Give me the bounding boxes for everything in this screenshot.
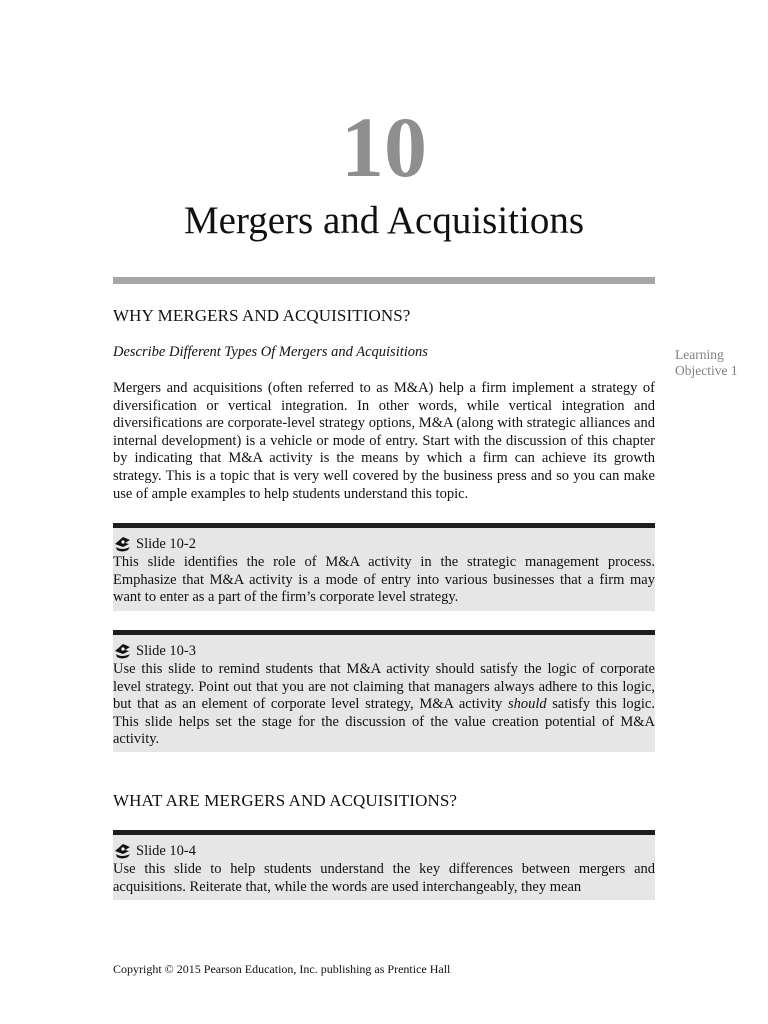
copyright-footer: Copyright © 2015 Pearson Education, Inc. publishing as Prentice Hall bbox=[113, 962, 451, 976]
title-divider bbox=[113, 277, 655, 284]
presentation-hand-icon bbox=[113, 642, 133, 660]
slide-note-text: This slide identifies the role of M&A activity in the strategic management process. Emphasize that M&A activity is a mode of entry into various businesses that a firm may want to enter as a part of the firm’s corporate level strategy. bbox=[113, 554, 655, 606]
slide-note-text: Use this slide to help students understand the key differences between mergers and acquisitions. Reiterate that, while the words are used interchangeably, they mean bbox=[113, 861, 655, 895]
slide-label: Slide 10-2 bbox=[136, 535, 197, 552]
slide-note-text bbox=[113, 661, 655, 749]
slide-note-header bbox=[113, 841, 655, 861]
section-heading-why: WHY MERGERS AND ACQUISITIONS? bbox=[113, 306, 411, 325]
slide-note-header bbox=[113, 534, 655, 554]
slide-note-text-part: Use this slide to remind students that M&A activity should satisfy the logic of corporate level strategy. Point out that you are not claiming that managers always adhere to this logic, but that as an element of corporate level strategy, M&A activity bbox=[113, 661, 655, 713]
section-heading-what: WHAT ARE MERGERS AND ACQUISITIONS? bbox=[113, 791, 458, 810]
learning-objective-margin-note: Learning Objective 1 bbox=[675, 347, 738, 378]
chapter-title: Mergers and Acquisitions bbox=[183, 199, 585, 242]
slide-note-box bbox=[113, 630, 655, 752]
slide-note-box bbox=[113, 830, 655, 900]
slide-note-emphasis: should bbox=[507, 696, 547, 713]
presentation-hand-icon bbox=[113, 842, 133, 860]
chapter-number: 10 bbox=[341, 99, 427, 195]
slide-label: Slide 10-4 bbox=[136, 842, 197, 859]
slide-note-box bbox=[113, 523, 655, 611]
presentation-hand-icon bbox=[113, 535, 133, 553]
slide-note-header bbox=[113, 641, 655, 661]
intro-paragraph: Mergers and acquisitions (often referred to as M&A) help a firm implement a strategy of diversification or vertical integration. In other words, while vertical integration and diversifications are corporate-level strategy options, M&A (along with strategic alliances and internal development) is a vehicle or mode of entry. Start with the discussion of this chapter by indicating that M&A activity is the means by which a firm can achieve its growth strategy. This is a topic that is very well covered by the business press and so you can make use of ample examples to help students understand this topic. bbox=[113, 380, 655, 502]
slide-label: Slide 10-3 bbox=[136, 642, 197, 659]
learning-objective-text: Describe Different Types Of Mergers and Acquisitions bbox=[113, 344, 428, 360]
slide-note-text-part: satisfy this logic. This slide helps set the stage for the discussion of the value creation potential of M&A activity. bbox=[113, 696, 655, 748]
